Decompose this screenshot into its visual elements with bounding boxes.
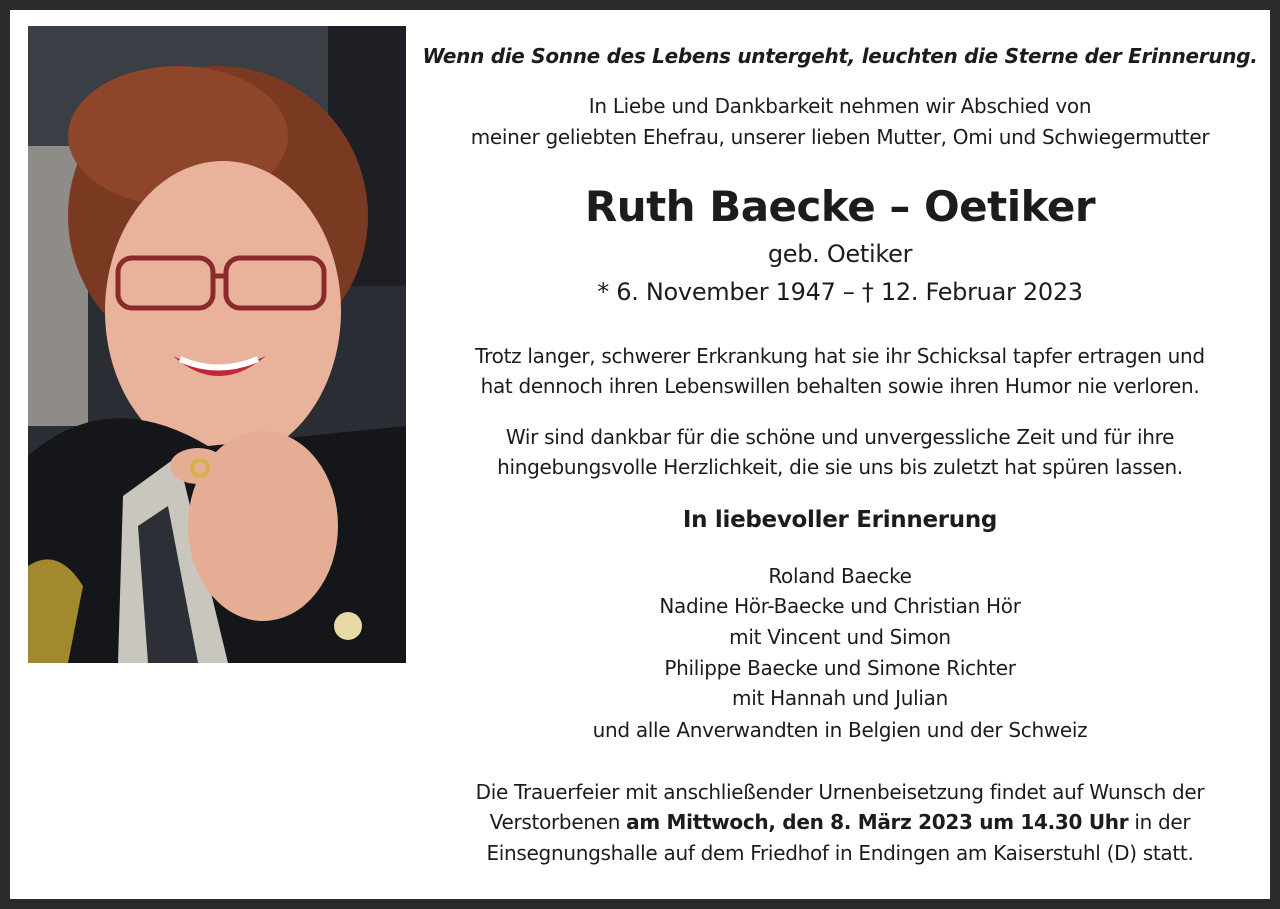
ceremony-text: in der	[1128, 810, 1191, 834]
ceremony-text: Verstorbenen	[489, 810, 627, 834]
mourner-line: und alle Anverwandten in Belgien und der Schweiz	[592, 718, 1088, 742]
motto: Wenn die Sonne des Lebens untergeht, leuchten die Sterne der Erinnerung.	[422, 44, 1258, 68]
obituary-card	[10, 10, 1270, 899]
paragraph-line: Wir sind dankbar für die schöne und unvergessliche Zeit und für ihre	[505, 425, 1175, 449]
mourner-line: Nadine Hör-Baecke und Christian Hör	[659, 594, 1021, 618]
birth-name: geb. Oetiker	[767, 240, 913, 268]
mourner-line: mit Hannah und Julian	[732, 686, 948, 710]
ceremony-line: Einsegnungshalle auf dem Friedhof in Endingen am Kaiserstuhl (D) statt.	[486, 841, 1194, 865]
memory-heading: In liebevoller Erinnerung	[682, 507, 998, 533]
intro-line: In Liebe und Dankbarkeit nehmen wir Abschied von	[588, 94, 1092, 118]
deceased-name: Ruth Baecke – Oetiker	[584, 182, 1096, 231]
ceremony-line	[420, 810, 1260, 834]
mourner-line: Philippe Baecke und Simone Richter	[664, 656, 1016, 680]
ceremony-line: Die Trauerfeier mit anschließender Urnenbeisetzung findet auf Wunsch der	[475, 780, 1205, 804]
life-dates: * 6. November 1947 – † 12. Februar 2023	[597, 278, 1083, 306]
mourner-line: mit Vincent und Simon	[729, 625, 951, 649]
paragraph-line: Trotz langer, schwerer Erkrankung hat sie ihr Schicksal tapfer ertragen und	[475, 344, 1205, 368]
mourner-line: Roland Baecke	[768, 564, 912, 588]
intro-line: meiner geliebten Ehefrau, unserer lieben Mutter, Omi und Schwiegermutter	[470, 125, 1210, 149]
portrait-photo	[28, 26, 406, 663]
paragraph-line: hingebungsvolle Herzlichkeit, die sie uns bis zuletzt hat spüren lassen.	[497, 455, 1183, 479]
ceremony-date: am Mittwoch, den 8. März 2023 um 14.30 Uhr	[626, 810, 1129, 834]
paragraph-line: hat dennoch ihren Lebenswillen behalten sowie ihren Humor nie verloren.	[480, 374, 1200, 398]
